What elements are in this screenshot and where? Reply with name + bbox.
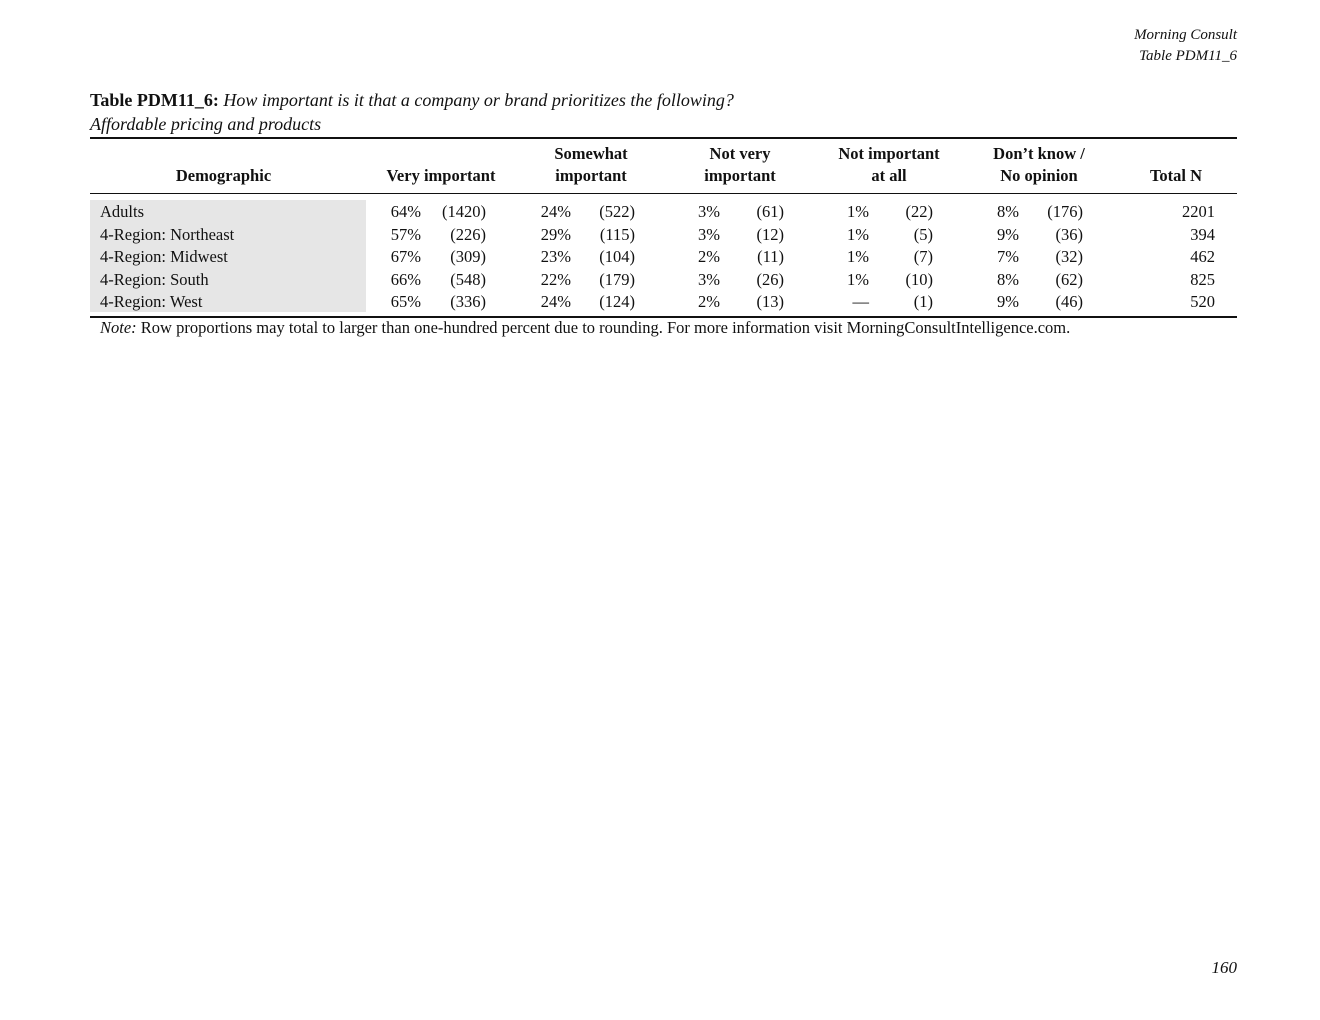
not-important-pct-cell: 1% [847,269,869,289]
somewhat-important-n-cell: (124) [599,292,635,311]
not-very-important-n-cell: (26) [756,269,784,289]
table-body [90,194,1237,316]
table-row [90,291,1237,314]
very-important-pct-cell: 65% [390,292,421,311]
col-header-demographic: Demographic [175,166,272,185]
not-very-important-pct-cell: 2% [698,292,720,311]
col-header-somewhat-important: Somewhat important [554,144,628,185]
not-important-pct-cell: — [852,292,869,311]
very-important-n-cell: (1420) [442,202,486,221]
table-row [90,201,1237,224]
col-header-not-very-important: Not very important [704,144,776,185]
table-row [90,246,1237,269]
not-important-n-cell: (5) [913,224,933,244]
very-important-pct-cell: 66% [390,269,421,289]
not-important-pct-cell: 1% [847,224,869,244]
table-row [90,269,1237,292]
table-header-row [90,139,1237,193]
col-header-not-important-at-all: Not important at all [838,144,940,185]
very-important-n-cell: (309) [450,247,486,266]
very-important-pct-cell: 67% [390,247,421,266]
very-important-n-cell: (226) [450,224,486,244]
col-header-very-important: Very important [386,166,496,185]
dont-know-n-cell: (46) [1055,292,1083,311]
demographic-cell: Adults [100,202,145,221]
not-important-n-cell: (1) [913,292,933,311]
table-note [100,317,1070,339]
somewhat-important-pct-cell: 24% [540,292,571,311]
page-number: 160 [1211,958,1237,977]
not-very-important-n-cell: (61) [756,202,784,221]
header-org: Morning Consult [1134,27,1237,43]
table-title-label: Table PDM11_6: [90,90,219,110]
total-n-cell: 520 [1190,292,1215,311]
not-important-pct-cell: 1% [847,247,869,266]
demographic-cell: 4-Region: Northeast [100,224,235,244]
very-important-n-cell: (336) [450,292,486,311]
dont-know-pct-cell: 7% [997,247,1019,266]
dont-know-pct-cell: 9% [997,224,1019,244]
total-n-cell: 2201 [1182,202,1215,221]
not-very-important-n-cell: (11) [757,247,784,266]
not-very-important-pct-cell: 3% [698,224,720,244]
very-important-n-cell: (548) [450,269,486,289]
somewhat-important-n-cell: (522) [599,202,635,221]
somewhat-important-pct-cell: 29% [540,224,571,244]
not-very-important-pct-cell: 3% [698,269,720,289]
not-important-n-cell: (22) [905,202,933,221]
note-label: Note: [100,318,137,337]
dont-know-pct-cell: 8% [997,202,1019,221]
somewhat-important-n-cell: (104) [599,247,635,266]
dont-know-n-cell: (62) [1055,269,1083,289]
col-header-total-n: Total N [1149,166,1203,185]
not-very-important-n-cell: (13) [756,292,784,311]
table-subtitle: Affordable pricing and products [90,114,322,134]
running-header [1134,25,1237,67]
very-important-pct-cell: 64% [390,202,421,221]
col-header-dont-know: Don’t know / No opinion [993,144,1085,185]
total-n-cell: 825 [1190,269,1215,289]
crosstab-table [90,137,1237,318]
somewhat-important-pct-cell: 23% [540,247,571,266]
very-important-pct-cell: 57% [390,224,421,244]
dont-know-n-cell: (176) [1047,202,1083,221]
not-very-important-pct-cell: 2% [698,247,720,266]
somewhat-important-n-cell: (179) [599,269,635,289]
table-row [90,224,1237,247]
note-text: Row proportions may total to larger than one-hundred percent due to rounding. For more information visit MorningConsultIntelligence.com. [136,318,1071,337]
demographic-cell: 4-Region: Midwest [100,247,228,266]
not-very-important-n-cell: (12) [756,224,784,244]
not-very-important-pct-cell: 3% [698,202,720,221]
dont-know-n-cell: (32) [1055,247,1083,266]
somewhat-important-n-cell: (115) [599,224,635,244]
header-table-ref: Table PDM11_6 [1139,48,1237,64]
somewhat-important-pct-cell: 22% [540,269,571,289]
total-n-cell: 462 [1190,247,1215,266]
demographic-cell: 4-Region: West [100,292,203,311]
total-n-cell: 394 [1190,224,1215,244]
dont-know-n-cell: (36) [1055,224,1083,244]
not-important-n-cell: (10) [905,269,933,289]
table-title-question: How important is it that a company or brand prioritizes the following? [223,90,734,110]
somewhat-important-pct-cell: 24% [540,202,571,221]
not-important-pct-cell: 1% [847,202,869,221]
dont-know-pct-cell: 9% [997,292,1019,311]
not-important-n-cell: (7) [913,247,933,266]
table-title [90,88,734,136]
dont-know-pct-cell: 8% [997,269,1019,289]
demographic-cell: 4-Region: South [100,269,209,289]
